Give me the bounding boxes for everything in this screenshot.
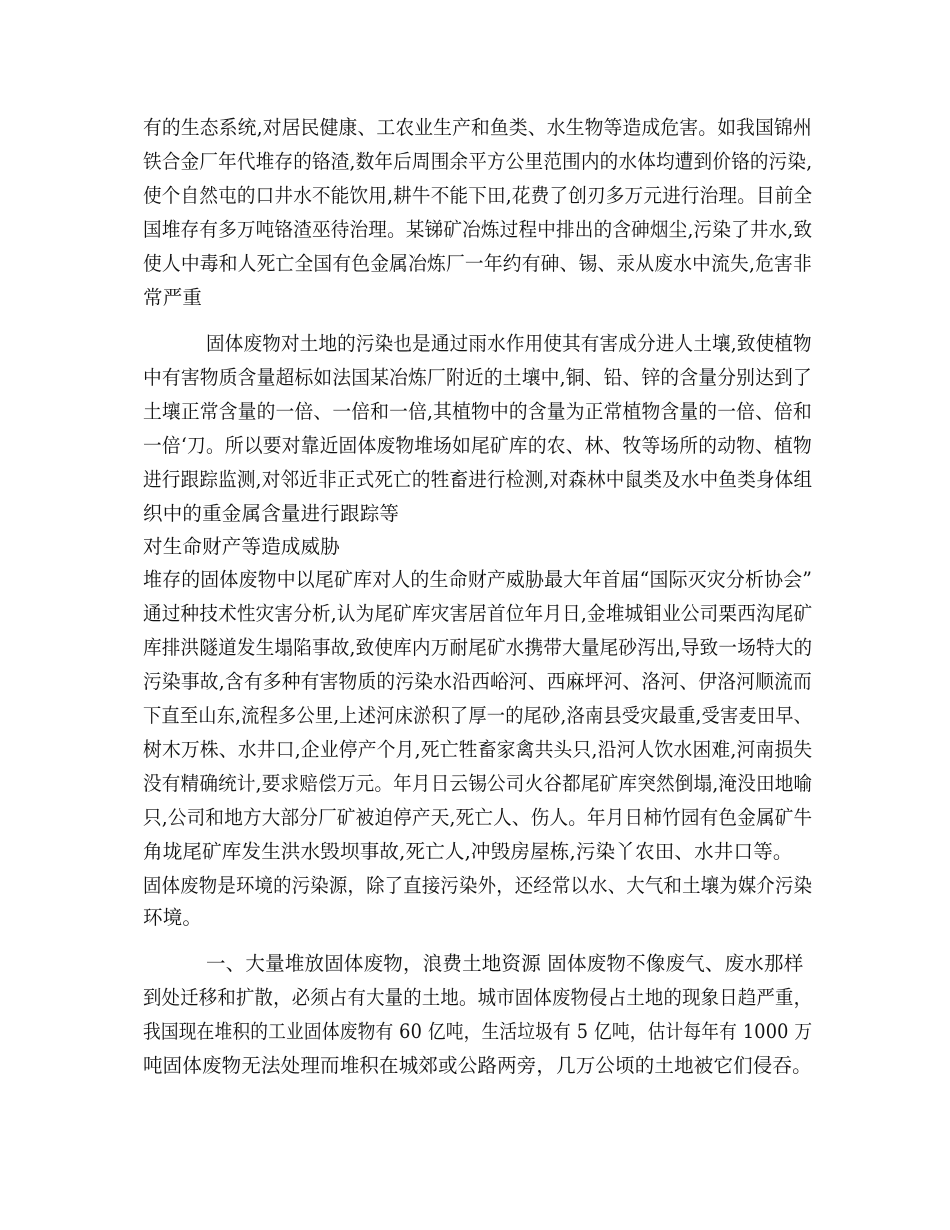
text-line: 堆存的固体废物中以尾矿库对人的生命财产威胁最大年首届“国际灭灾分析协会” xyxy=(143,568,813,591)
text-line: 树木万株、水井口,企业停产个月,死亡牲畜家禽共头只,沿河人饮水困难,河南损失 xyxy=(143,738,813,761)
text-line: 有的生态系统,对居民健康、工农业生产和鱼类、水生物等造成危害。如我国锦州 xyxy=(143,116,812,139)
text-line: 中有害物质含量超标如法国某冶炼厂附近的土壤中,铜、铅、锌的含量分别达到了 xyxy=(143,366,812,389)
paragraph-first-line: 一、大量堆放固体废物，浪费土地资源 固体废物不像废气、废水那样 xyxy=(206,952,804,975)
text-line: 到处迁移和扩散，必须占有大量的土地。城市固体废物侵占土地的现象日趋严重， xyxy=(143,986,813,1009)
text-line: 环境。 xyxy=(143,906,203,929)
text-line: 只,公司和地方大部分厂矿被迫停产天,死亡人、伤人。年月日柿竹园有色金属矿牛 xyxy=(143,806,813,829)
text-line: 进行跟踪监测,对邻近非正式死亡的牲畜进行检测,对森林中鼠类及水中鱼类身体组 xyxy=(143,468,813,491)
text-line: 铁合金厂年代堆存的铬渣,数年后周围余平方公里范围内的水体均遭到价铬的污染, xyxy=(143,150,813,173)
text-line: 污染事故,含有多种有害物质的污染水沿西峪河、西麻坪河、洛河、伊洛河顺流而 xyxy=(143,670,812,693)
text-line: 固体废物是环境的污染源，除了直接污染外，还经常以水、大气和土壤为媒介污染 xyxy=(143,874,813,897)
text-line: 通过种技术性灾害分析,认为尾矿库灾害居首位年月日,金堆城钼业公司栗西沟尾矿 xyxy=(143,602,813,625)
text-line: 我国现在堆积的工业固体废物有 60 亿吨，生活垃圾有 5 亿吨，估计每年有 1000 万 xyxy=(143,1020,813,1043)
text-line: 使个自然屯的口井水不能饮用,耕牛不能下田,花费了创刃多万元进行治理。目前全 xyxy=(143,184,813,207)
text-line: 下直至山东,流程多公里,上述河床淤积了厚一的尾砂,洛南县受灾最重,受害麦田早、 xyxy=(143,704,813,727)
text-line: 土壤正常含量的一倍、一倍和一倍,其植物中的含量为正常植物含量的一倍、倍和 xyxy=(143,400,812,423)
text-line: 使人中毒和人死亡全国有色金属冶炼厂一年约有砷、锡、汞从废水中流失,危害非 xyxy=(143,252,812,275)
text-line: 库排洪隧道发生塌陷事故,致使库内万耐尾矿水携带大量尾砂泻出,导致一场特大的 xyxy=(143,636,813,659)
text-line: 织中的重金属含量进行跟踪等 xyxy=(143,502,400,525)
text-line: 角垅尾矿库发生洪水毁坝事故,死亡人,冲毁房屋栋,污染丫农田、水井口等。 xyxy=(143,840,793,863)
text-line: 常严重 xyxy=(143,286,203,309)
paragraph-first-line: 固体废物对土地的污染也是通过雨水作用使其有害成分进人土壤,致使植物 xyxy=(206,332,812,355)
text-line: 一倍‘刀。所以要对靠近固体废物堆场如尾矿库的农、林、牧等场所的动物、植物 xyxy=(143,434,812,457)
text-line: 没有精确统计,要求赔偿万元。年月日云锡公司火谷都尾矿库突然倒塌,淹没田地喻 xyxy=(143,772,813,795)
text-line: 国堆存有多万吨铬渣巫待治理。某锑矿冶炼过程中排出的含砷烟尘,污染了井水,致 xyxy=(143,218,813,241)
section-heading: 对生命财产等造成威胁 xyxy=(143,535,341,558)
text-line: 吨固体废物无法处理而堆积在城郊或公路两旁，几万公顷的土地被它们侵吞。 xyxy=(143,1054,812,1077)
